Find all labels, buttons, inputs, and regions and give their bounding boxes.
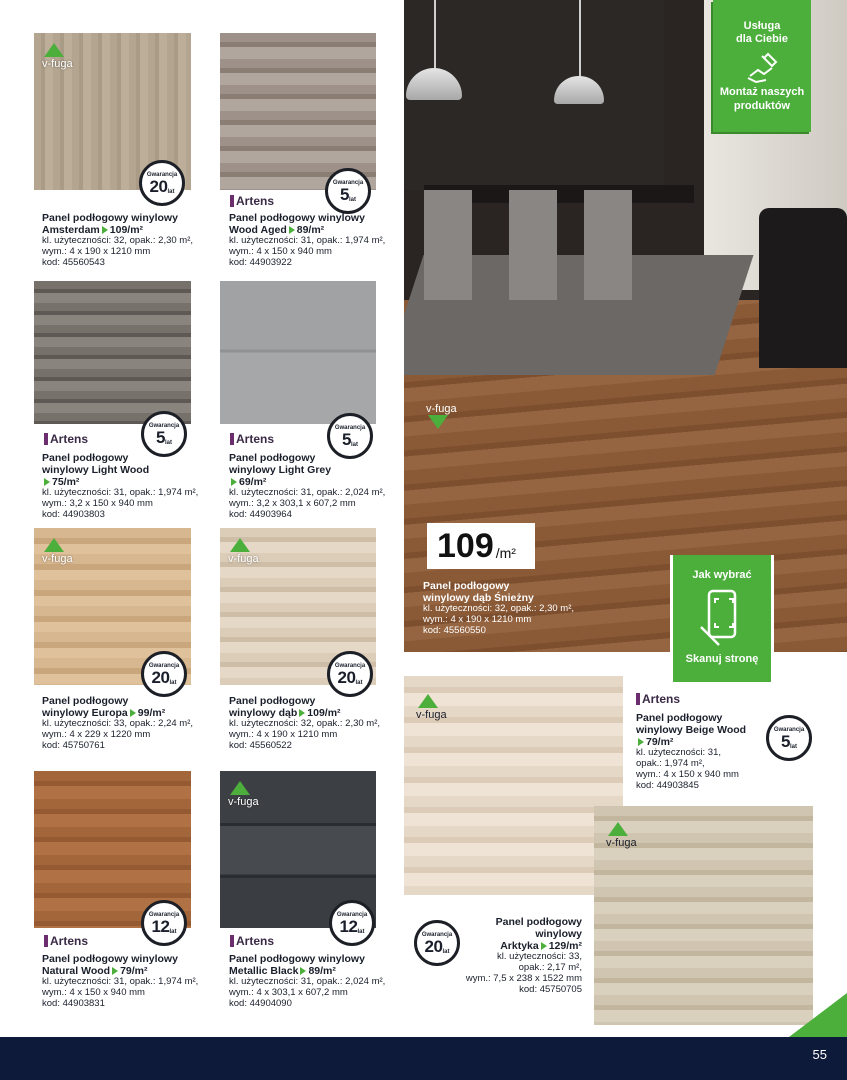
product-code: kod: 45750761	[42, 739, 105, 751]
product-name-2: winylowy Light Grey	[229, 464, 332, 477]
chair	[584, 190, 632, 300]
service-line: Montaż naszych	[719, 86, 805, 99]
guarantee-unit: lat	[167, 188, 175, 195]
product-name-2: winylowy	[535, 928, 582, 941]
product-name-2: winylowy Light Wood	[42, 464, 150, 477]
product-spec: opak.: 1,974 m²,	[636, 758, 705, 770]
product-spec: wym.: 4 x 150 x 940 mm	[42, 987, 145, 999]
guarantee-years: 5	[156, 427, 165, 447]
product-spec: wym.: 4 x 190 x 1210 mm	[229, 729, 338, 741]
price-arrow-icon	[299, 709, 305, 717]
hammer-hand-icon	[742, 50, 782, 84]
product-arktyka	[446, 916, 582, 996]
product-wood-aged	[229, 212, 404, 269]
guarantee-label: Gwarancja	[332, 179, 364, 186]
product-spec: wym.: 7,5 x 238 x 1522 mm	[465, 973, 582, 985]
product-dab	[229, 695, 404, 752]
brand-mark-icon	[230, 433, 234, 445]
guarantee-unit: lat	[169, 679, 177, 686]
guarantee-label: Gwarancja	[336, 911, 368, 918]
product-spec: kl. użyteczności: 32, opak.: 2,30 m²,	[42, 235, 194, 247]
scan-bottom-label: Skanuj stronę	[685, 653, 759, 665]
brand-mark-icon	[636, 693, 640, 705]
product-name-2: winylowy dąb	[229, 707, 298, 720]
product-code: kod: 45750705	[519, 983, 582, 995]
product-price: 99/m²	[137, 707, 166, 720]
guarantee-unit: lat	[355, 679, 363, 686]
product-name: Panel podłogowy	[42, 452, 129, 464]
brand-name: Artens	[50, 432, 89, 446]
guarantee-years: 5	[781, 731, 790, 751]
product-code: kod: 44903922	[229, 256, 292, 268]
price-arrow-icon	[541, 942, 547, 950]
brand-logo	[44, 432, 88, 446]
product-spec: wym.: 4 x 190 x 1210 mm	[42, 246, 151, 258]
guarantee-label: Gwarancja	[148, 422, 180, 429]
vfuga-marker	[426, 402, 457, 429]
scan-page-tag[interactable]	[670, 555, 774, 685]
product-price: 109/m²	[109, 224, 144, 237]
triangle-up-icon	[230, 538, 250, 552]
price-arrow-icon	[300, 967, 306, 975]
guarantee-unit: lat	[357, 928, 365, 935]
product-spec: wym.: 3,2 x 303,1 x 607,2 mm	[229, 498, 356, 510]
brand-name: Artens	[50, 934, 89, 948]
swatch-beige-wood	[594, 806, 813, 1025]
featured-price-unit: /m²	[495, 545, 516, 561]
product-europa	[42, 695, 212, 752]
guarantee-badge	[141, 900, 187, 946]
service-tag[interactable]	[713, 0, 811, 132]
product-amsterdam	[42, 212, 212, 269]
guarantee-label: Gwarancja	[334, 662, 366, 669]
price-arrow-icon	[102, 226, 108, 234]
guarantee-years: 20	[424, 936, 443, 956]
vfuga-marker	[606, 822, 637, 849]
brand-mark-icon	[44, 433, 48, 445]
vfuga-label: v-fuga	[42, 58, 73, 70]
product-spec: kl. użyteczności: 31, opak.: 1,974 m²,	[42, 976, 199, 988]
price-arrow-icon	[130, 709, 136, 717]
triangle-up-icon	[418, 694, 438, 708]
guarantee-years: 20	[149, 176, 168, 196]
brand-logo	[230, 432, 274, 446]
product-light-grey	[229, 452, 404, 521]
product-name: Panel podłogowy	[229, 452, 316, 464]
guarantee-badge	[141, 411, 187, 457]
product-name: Panel podłogowy winylowy	[229, 953, 365, 965]
product-light-wood	[42, 452, 212, 521]
guarantee-unit: lat	[348, 196, 356, 203]
featured-price-box	[427, 523, 535, 569]
product-spec: kl. użyteczności: 31, opak.: 2,024 m²,	[229, 976, 386, 988]
vfuga-label: v-fuga	[42, 553, 73, 565]
brand-mark-icon	[230, 195, 234, 207]
product-spec: wym.: 3,2 x 150 x 940 mm	[42, 498, 153, 510]
featured-code: kod: 45560550	[423, 624, 486, 636]
page-number: 55	[812, 1047, 827, 1062]
chair	[509, 190, 557, 300]
guarantee-badge	[141, 651, 187, 697]
vfuga-label: v-fuga	[606, 837, 637, 849]
product-code: kod: 44903845	[636, 779, 699, 791]
featured-price-value: 109	[437, 527, 494, 565]
guarantee-unit: lat	[789, 743, 797, 750]
vfuga-marker	[228, 781, 259, 808]
product-spec: wym.: 4 x 303,1 x 607,2 mm	[229, 987, 348, 999]
brand-name: Artens	[642, 692, 681, 706]
product-spec: kl. użyteczności: 32, opak.: 2,30 m²,	[229, 718, 381, 730]
product-name: Panel podłogowy winylowy	[229, 212, 365, 224]
vfuga-marker	[228, 538, 259, 565]
guarantee-label: Gwarancja	[334, 424, 366, 431]
vfuga-label: v-fuga	[426, 403, 457, 415]
product-metallic-black	[229, 953, 404, 1010]
guarantee-badge	[325, 168, 371, 214]
price-arrow-icon	[231, 478, 237, 486]
triangle-up-icon	[44, 538, 64, 552]
page-footer	[0, 1037, 847, 1080]
brand-mark-icon	[230, 935, 234, 947]
armchair	[759, 208, 847, 368]
brand-logo	[44, 934, 88, 948]
product-name: Panel podłogowy winylowy	[42, 212, 178, 224]
product-price: 79/m²	[120, 965, 148, 978]
service-line: Usługa	[743, 20, 781, 32]
triangle-down-icon	[428, 415, 448, 429]
product-name: Panel podłogowy	[636, 712, 723, 724]
swatch-light-grey	[220, 281, 376, 424]
product-beige-wood	[636, 712, 766, 792]
brand-logo	[636, 692, 680, 706]
guarantee-unit: lat	[169, 928, 177, 935]
product-spec: wym.: 4 x 150 x 940 mm	[636, 769, 739, 781]
vfuga-label: v-fuga	[228, 796, 259, 808]
vfuga-label: v-fuga	[228, 553, 259, 565]
product-name-3: Arktyka	[500, 940, 539, 953]
product-spec: opak.: 2,17 m²,	[518, 962, 582, 974]
guarantee-label: Gwarancja	[148, 662, 180, 669]
chair	[424, 190, 472, 300]
guarantee-unit: lat	[164, 439, 172, 446]
product-spec: kl. użyteczności: 31, opak.: 2,024 m²,	[229, 487, 386, 499]
guarantee-years: 12	[339, 916, 358, 936]
brand-logo	[230, 934, 274, 948]
guarantee-badge	[327, 651, 373, 697]
lamp-cord	[579, 0, 581, 78]
swatch-light-wood	[34, 281, 191, 424]
guarantee-label: Gwarancja	[773, 726, 805, 733]
product-code: kod: 44903803	[42, 509, 105, 521]
phone-scan-icon	[697, 587, 747, 649]
product-price: 69/m²	[239, 476, 267, 489]
product-code: kod: 44903964	[229, 509, 292, 521]
product-price: 75/m²	[52, 476, 80, 489]
green-corner-decoration	[789, 993, 847, 1037]
guarantee-years: 5	[342, 429, 351, 449]
guarantee-label: Gwarancja	[146, 171, 178, 178]
product-name-2: Wood Aged	[229, 224, 287, 237]
lamp-cord	[434, 0, 436, 68]
product-name: Panel podłogowy	[229, 695, 316, 707]
featured-name: Panel podłogowy	[423, 580, 510, 592]
product-code: kod: 44903831	[42, 997, 105, 1009]
product-spec: wym.: 4 x 150 x 940 mm	[229, 246, 332, 258]
guarantee-badge	[329, 900, 375, 946]
price-arrow-icon	[638, 738, 644, 746]
product-price: 89/m²	[308, 965, 336, 978]
scan-top-label: Jak wybrać	[692, 569, 752, 581]
vfuga-marker	[416, 694, 447, 721]
vfuga-marker	[42, 43, 73, 70]
product-spec: kl. użyteczności: 33, opak.: 2,24 m²,	[42, 718, 194, 730]
product-name-2: Amsterdam	[42, 224, 100, 237]
featured-spec: kl. użyteczności: 32, opak.: 2,30 m²,	[423, 603, 575, 615]
vfuga-label: v-fuga	[416, 709, 447, 721]
product-code: kod: 45560522	[229, 739, 292, 751]
brand-name: Artens	[236, 432, 275, 446]
product-name: Panel podłogowy	[42, 695, 129, 707]
brand-name: Artens	[236, 934, 275, 948]
product-price: 109/m²	[307, 707, 341, 720]
brand-mark-icon	[44, 935, 48, 947]
price-arrow-icon	[289, 226, 295, 234]
guarantee-unit: lat	[442, 948, 450, 955]
guarantee-years: 20	[151, 667, 170, 687]
vfuga-marker	[42, 538, 73, 565]
product-spec: wym.: 4 x 229 x 1220 mm	[42, 729, 151, 741]
triangle-up-icon	[44, 43, 64, 57]
guarantee-badge	[139, 160, 185, 206]
product-price: 79/m²	[646, 736, 674, 749]
guarantee-label: Gwarancja	[148, 911, 180, 918]
product-code: kod: 44904090	[229, 997, 292, 1009]
product-price: 129/m²	[548, 940, 582, 953]
product-name: Panel podłogowy winylowy	[42, 953, 178, 965]
service-line: dla Ciebie	[736, 33, 788, 46]
product-name-2: winylowy Beige Wood	[636, 724, 747, 737]
product-code: kod: 45560543	[42, 256, 105, 268]
guarantee-badge	[766, 715, 812, 761]
triangle-up-icon	[230, 781, 250, 795]
swatch-arktyka	[404, 676, 623, 895]
featured-product	[423, 580, 574, 637]
product-natural-wood	[42, 953, 217, 1010]
triangle-up-icon	[608, 822, 628, 836]
brand-name: Artens	[236, 194, 275, 208]
product-name-2: winylowy Europa	[42, 707, 128, 720]
product-name: Panel podłogowy	[495, 916, 582, 928]
guarantee-label: Gwarancja	[421, 931, 453, 938]
swatch-wood-aged	[220, 33, 376, 190]
price-arrow-icon	[44, 478, 50, 486]
brand-logo	[230, 194, 274, 208]
product-name-2: Metallic Black	[229, 965, 299, 978]
product-name-2: Natural Wood	[42, 965, 111, 978]
product-spec: kl. użyteczności: 33,	[496, 951, 582, 963]
product-spec: kl. użyteczności: 31,	[636, 747, 722, 759]
product-spec: kl. użyteczności: 31, opak.: 1,974 m²,	[229, 235, 386, 247]
product-price: 89/m²	[296, 224, 325, 237]
featured-name-2: winylowy dąb Śnieżny	[423, 592, 534, 605]
price-arrow-icon	[112, 967, 118, 975]
product-spec: kl. użyteczności: 31, opak.: 1,974 m²,	[42, 487, 199, 499]
guarantee-years: 20	[337, 667, 356, 687]
guarantee-years: 12	[151, 916, 170, 936]
featured-spec: wym.: 4 x 190 x 1210 mm	[423, 614, 532, 626]
service-line: produktów	[733, 99, 791, 112]
guarantee-unit: lat	[350, 441, 358, 448]
guarantee-years: 5	[340, 184, 349, 204]
